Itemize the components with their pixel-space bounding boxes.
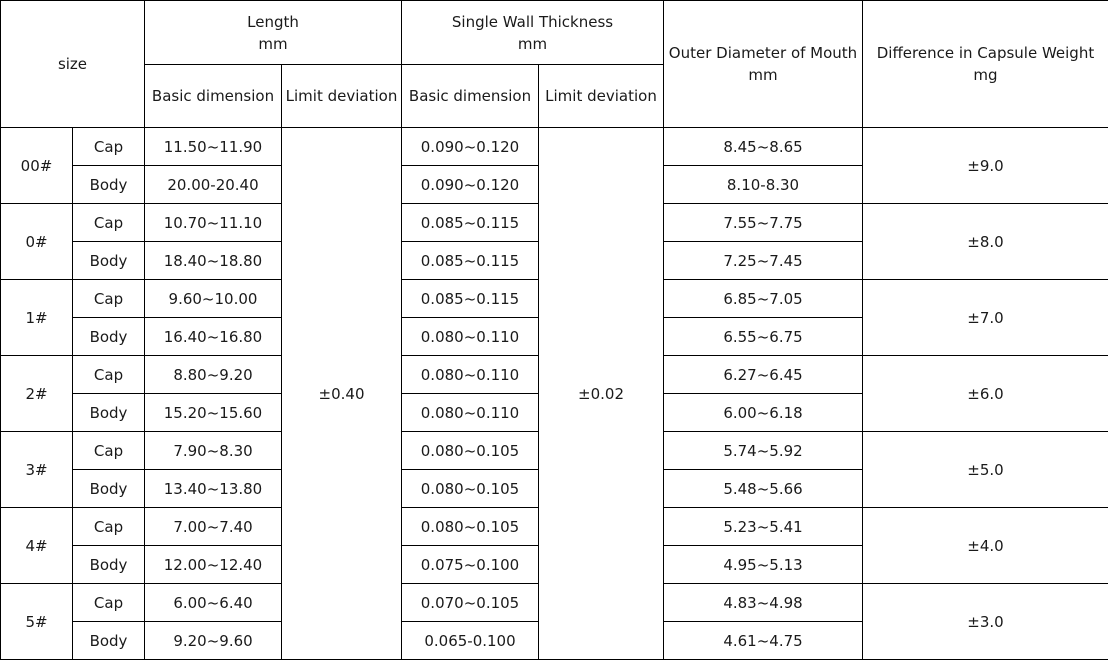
- length-cell: 8.80~9.20: [145, 356, 282, 394]
- wall-limit-header: Limit deviation: [539, 65, 664, 128]
- outer-diameter-header: [664, 1, 863, 128]
- outer-diameter-cell: 4.61~4.75: [664, 622, 863, 660]
- size-cell: 1#: [1, 280, 73, 356]
- outer-diameter-cell: 6.27~6.45: [664, 356, 863, 394]
- length-cell: 7.90~8.30: [145, 432, 282, 470]
- wall-cell: 0.080~0.105: [402, 470, 539, 508]
- length-cell: 18.40~18.80: [145, 242, 282, 280]
- wall-cell: 0.070~0.105: [402, 584, 539, 622]
- wall-cell: 0.075~0.100: [402, 546, 539, 584]
- outer-diameter-unit: mm: [748, 66, 778, 84]
- length-cell: 16.40~16.80: [145, 318, 282, 356]
- length-cell: 11.50~11.90: [145, 128, 282, 166]
- wall-cell: 0.085~0.115: [402, 280, 539, 318]
- outer-diameter-cell: 6.55~6.75: [664, 318, 863, 356]
- length-title: Length: [247, 12, 299, 31]
- wall-cell: 0.080~0.105: [402, 432, 539, 470]
- outer-diameter-cell: 7.25~7.45: [664, 242, 863, 280]
- outer-diameter-cell: 5.23~5.41: [664, 508, 863, 546]
- outer-diameter-cell: 4.95~5.13: [664, 546, 863, 584]
- size-header: size: [1, 1, 145, 128]
- length-cell: 6.00~6.40: [145, 584, 282, 622]
- wall-cell: 0.090~0.120: [402, 128, 539, 166]
- weight-difference-cell: ±9.0: [863, 128, 1108, 204]
- size-cell: 4#: [1, 508, 73, 584]
- outer-diameter-cell: 4.83~4.98: [664, 584, 863, 622]
- outer-diameter-cell: 7.55~7.75: [664, 204, 863, 242]
- outer-diameter-cell: 5.48~5.66: [664, 470, 863, 508]
- wall-limit-cell: ±0.02: [539, 128, 664, 660]
- length-header: [145, 1, 402, 65]
- wall-cell: 0.085~0.115: [402, 242, 539, 280]
- part-cell: Cap: [73, 128, 145, 166]
- length-cell: 13.40~13.80: [145, 470, 282, 508]
- size-cell: 5#: [1, 584, 73, 660]
- part-cell: Body: [73, 470, 145, 508]
- part-cell: Body: [73, 546, 145, 584]
- part-cell: Body: [73, 318, 145, 356]
- length-cell: 20.00-20.40: [145, 166, 282, 204]
- part-cell: Cap: [73, 204, 145, 242]
- length-limit-cell: ±0.40: [282, 128, 402, 660]
- wall-thickness-title: Single Wall Thickness: [451, 12, 614, 31]
- size-cell: 0#: [1, 204, 73, 280]
- part-cell: Body: [73, 166, 145, 204]
- part-cell: Body: [73, 622, 145, 660]
- weight-difference-cell: ±5.0: [863, 432, 1108, 508]
- part-cell: Cap: [73, 356, 145, 394]
- weight-difference-title: Difference in Capsule Weight: [876, 44, 1095, 62]
- weight-difference-cell: ±4.0: [863, 508, 1108, 584]
- part-cell: Body: [73, 242, 145, 280]
- weight-difference-cell: ±7.0: [863, 280, 1108, 356]
- weight-difference-cell: ±6.0: [863, 356, 1108, 432]
- wall-cell: 0.090~0.120: [402, 166, 539, 204]
- weight-difference-unit: mg: [973, 66, 998, 84]
- length-basic-header: Basic dimension: [145, 65, 282, 128]
- outer-diameter-cell: 6.85~7.05: [664, 280, 863, 318]
- outer-diameter-cell: 8.45~8.65: [664, 128, 863, 166]
- length-cell: 9.20~9.60: [145, 622, 282, 660]
- length-unit: mm: [258, 34, 288, 53]
- weight-difference-header: [863, 1, 1108, 128]
- outer-diameter-title: Outer Diameter of Mouth: [668, 44, 858, 62]
- length-cell: 9.60~10.00: [145, 280, 282, 318]
- part-cell: Cap: [73, 584, 145, 622]
- size-cell: 3#: [1, 432, 73, 508]
- length-cell: 10.70~11.10: [145, 204, 282, 242]
- length-cell: 7.00~7.40: [145, 508, 282, 546]
- weight-difference-cell: ±8.0: [863, 204, 1108, 280]
- outer-diameter-cell: 8.10-8.30: [664, 166, 863, 204]
- size-cell: 2#: [1, 356, 73, 432]
- part-cell: Cap: [73, 508, 145, 546]
- wall-basic-header: Basic dimension: [402, 65, 539, 128]
- part-cell: Body: [73, 394, 145, 432]
- size-cell: 00#: [1, 128, 73, 204]
- weight-difference-cell: ±3.0: [863, 584, 1108, 660]
- table-row: [1, 128, 1108, 166]
- wall-thickness-unit: mm: [517, 34, 548, 53]
- wall-cell: 0.080~0.110: [402, 394, 539, 432]
- wall-cell: 0.065-0.100: [402, 622, 539, 660]
- wall-thickness-header: [402, 1, 664, 65]
- wall-cell: 0.085~0.115: [402, 204, 539, 242]
- wall-cell: 0.080~0.110: [402, 318, 539, 356]
- wall-cell: 0.080~0.105: [402, 508, 539, 546]
- part-cell: Cap: [73, 432, 145, 470]
- length-cell: 15.20~15.60: [145, 394, 282, 432]
- part-cell: Cap: [73, 280, 145, 318]
- wall-cell: 0.080~0.110: [402, 356, 539, 394]
- length-cell: 12.00~12.40: [145, 546, 282, 584]
- outer-diameter-cell: 6.00~6.18: [664, 394, 863, 432]
- outer-diameter-cell: 5.74~5.92: [664, 432, 863, 470]
- length-limit-header: Limit deviation: [282, 65, 402, 128]
